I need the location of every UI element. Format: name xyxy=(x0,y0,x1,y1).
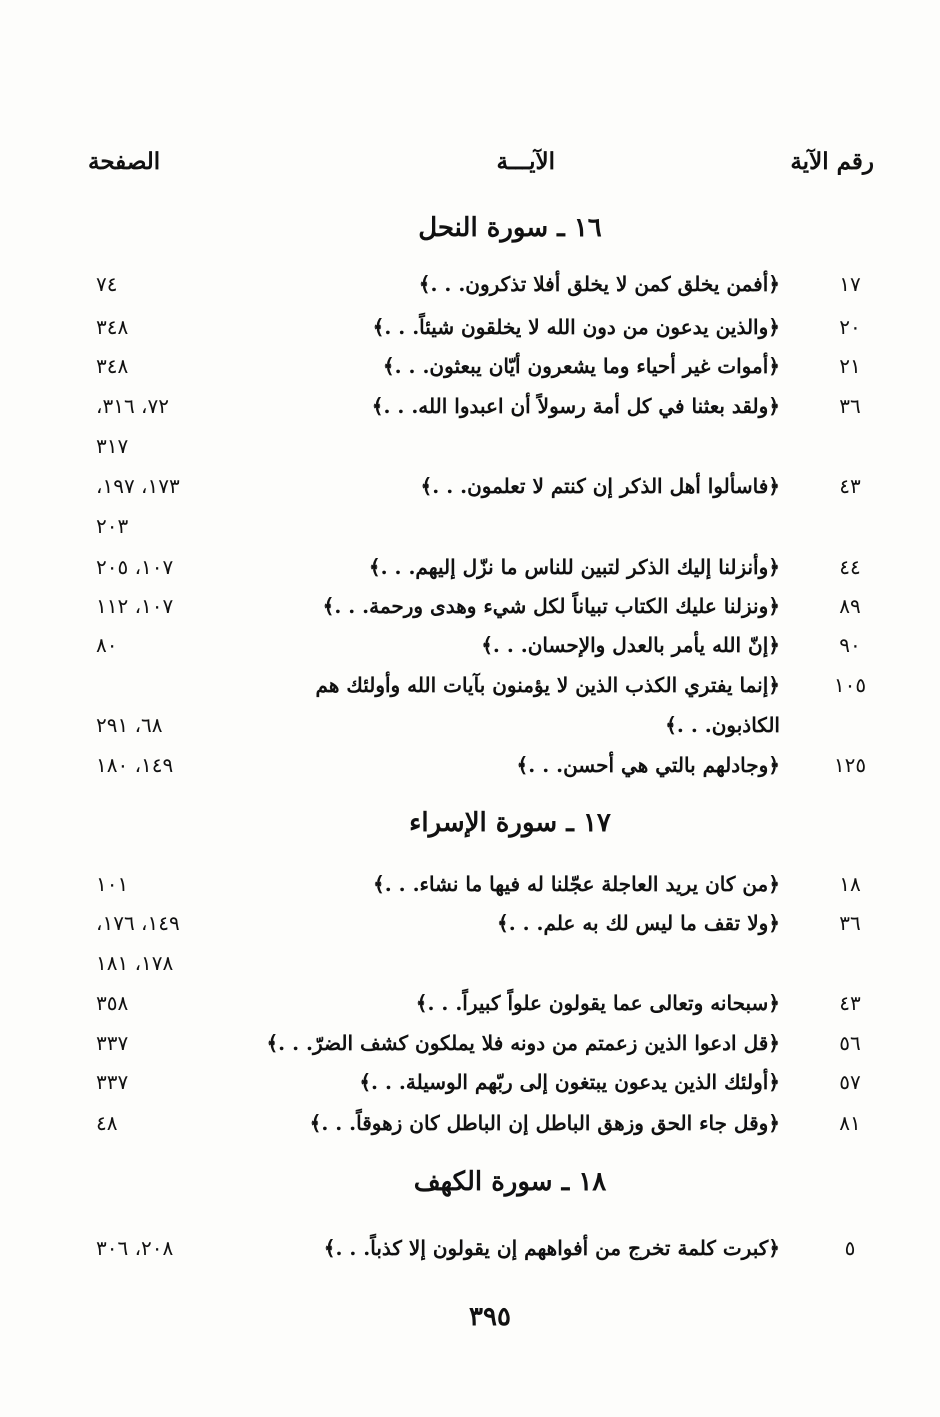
page-ref: ٣٤٨ xyxy=(96,354,129,378)
ayah-text: ﴿إنّ الله يأمر بالعدل والإحسان. . .﴾ xyxy=(481,633,780,657)
page-ref: ٢٠٨، ٣٠٦ xyxy=(96,1236,174,1260)
ayah-text: ﴿والذين يدعون من دون الله لا يخلقون شيئاً. . .﴾ xyxy=(372,315,780,339)
page-refs xyxy=(96,903,226,983)
page-refs xyxy=(96,625,226,665)
ayah-number: ٥٦ xyxy=(839,1031,861,1055)
page-refs xyxy=(96,547,226,587)
ayah-text: ﴿ونزلنا عليك الكتاب تبياناً لكل شيء وهدى ورحمة. . .﴾ xyxy=(322,594,780,618)
page-ref: ٣٤٨ xyxy=(96,315,129,339)
page-refs xyxy=(96,1103,226,1143)
surah-title: ١٨ ـ سورة الكهف xyxy=(413,1167,607,1197)
ayah-number: ٢١ xyxy=(839,354,861,378)
ayah-number: ٣٦ xyxy=(839,394,861,418)
ayah-number: ١٢٥ xyxy=(833,753,867,777)
ayah-text: ﴿من كان يريد العاجلة عجّلنا له فيها ما نشاء. . .﴾ xyxy=(373,872,780,896)
ayah-number: ٤٣ xyxy=(839,991,861,1015)
ayah-number: ١٨ xyxy=(839,872,861,896)
ayah-text: ﴿أفمن يخلق كمن لا يخلق أفلا تذكرون. . .﴾ xyxy=(418,272,780,296)
page-refs xyxy=(96,1062,226,1102)
page-refs xyxy=(96,705,226,745)
ayah-text: ﴿وقل جاء الحق وزهق الباطل إن الباطل كان زهوقاً. . .﴾ xyxy=(309,1111,780,1135)
ayah-text: ﴿كبرت كلمة تخرج من أفواههم إن يقولون إلا كذباً. . .﴾ xyxy=(323,1236,780,1260)
page-ref: ٣٣٧ xyxy=(96,1031,129,1055)
ayah-number: ٨٩ xyxy=(839,594,861,618)
page-ref: ٧٤ xyxy=(96,272,118,296)
ayah-number: ١٧ xyxy=(839,272,861,296)
ayah-text: ﴿ولقد بعثنا في كل أمة رسولاً أن اعبدوا الله. . .﴾ xyxy=(371,394,780,418)
page-ref: ٣٣٧ xyxy=(96,1070,129,1094)
page-refs xyxy=(96,1023,226,1063)
page-ref: ٧٢، ٣١٦، xyxy=(96,394,169,418)
header-ayah-number: رقم الآية xyxy=(790,148,874,175)
page-ref: ١٧٨، ١٨١ xyxy=(96,951,174,975)
ayah-number: ١٠٥ xyxy=(833,673,867,697)
ayah-number: ٨١ xyxy=(839,1111,861,1135)
ayah-number: ٥ xyxy=(844,1236,856,1260)
page-ref: ١٠٧، ١١٢ xyxy=(96,594,174,618)
page-refs xyxy=(96,346,226,386)
page-ref: ١٧٣، ١٩٧، xyxy=(96,474,180,498)
page-ref: ٨٠ xyxy=(96,633,118,657)
page-refs xyxy=(96,1228,226,1268)
page-ref: ٢٠٣ xyxy=(96,514,129,538)
header-page: الصفحة xyxy=(88,148,161,175)
ayah-text: ﴿سبحانه وتعالى عما يقولون علواً كبيراً. . .﴾ xyxy=(415,991,780,1015)
page-ref: ٤٨ xyxy=(96,1111,118,1135)
page-ref: ١٤٩، ١٧٦، xyxy=(96,911,180,935)
page-refs xyxy=(96,466,226,546)
page-refs xyxy=(96,586,226,626)
page-ref: ١٠٧، ٢٠٥ xyxy=(96,555,174,579)
page-number: ٣٩٥ xyxy=(469,1302,511,1332)
ayah-number: ٤٤ xyxy=(839,555,861,579)
ayah-number: ٩٠ xyxy=(839,633,861,657)
page-ref: ٦٨، ٢٩١ xyxy=(96,713,163,737)
ayah-number: ٥٧ xyxy=(839,1070,861,1094)
ayah-text: ﴿أموات غير أحياء وما يشعرون أيّان يبعثون. . .﴾ xyxy=(382,354,780,378)
ayah-number: ٢٠ xyxy=(839,315,861,339)
ayah-text: ﴿وأنزلنا إليك الذكر لتبين للناس ما نزّل إليهم. . .﴾ xyxy=(368,555,780,579)
ayah-number: ٤٣ xyxy=(839,474,861,498)
ayah-text: ﴿إنما يفتري الكذب الذين لا يؤمنون بآيات الله وأولئك هم الكاذبون. . .﴾ xyxy=(315,673,780,737)
column-headers xyxy=(0,148,940,188)
page-ref: ١٤٩، ١٨٠ xyxy=(96,753,174,777)
ayah-text: ﴿أولئك الذين يدعون يبتغون إلى ربّهم الوسيلة. . .﴾ xyxy=(359,1070,780,1094)
header-ayah: الآيـــة xyxy=(496,148,555,175)
page-refs xyxy=(96,983,226,1023)
page-ref: ٣٥٨ xyxy=(96,991,129,1015)
surah-title: ١٧ ـ سورة الإسراء xyxy=(409,808,611,838)
page-refs xyxy=(96,307,226,347)
surah-title: ١٦ ـ سورة النحل xyxy=(418,213,602,243)
ayah-text: ﴿وجادلهم بالتي هي أحسن. . .﴾ xyxy=(516,753,780,777)
page-ref: ١٠١ xyxy=(96,872,129,896)
ayah-text: ﴿فاسألوا أهل الذكر إن كنتم لا تعلمون. . .﴾ xyxy=(420,474,780,498)
page-refs xyxy=(96,864,226,904)
page-refs xyxy=(96,745,226,785)
page-ref: ٣١٧ xyxy=(96,434,129,458)
page-refs xyxy=(96,264,226,304)
ayah-text: ﴿ولا تقف ما ليس لك به علم. . .﴾ xyxy=(496,911,780,935)
page-refs xyxy=(96,386,226,466)
ayah-text: ﴿قل ادعوا الذين زعمتم من دونه فلا يملكون كشف الضرّ. . .﴾ xyxy=(266,1031,780,1055)
ayah-number: ٣٦ xyxy=(839,911,861,935)
